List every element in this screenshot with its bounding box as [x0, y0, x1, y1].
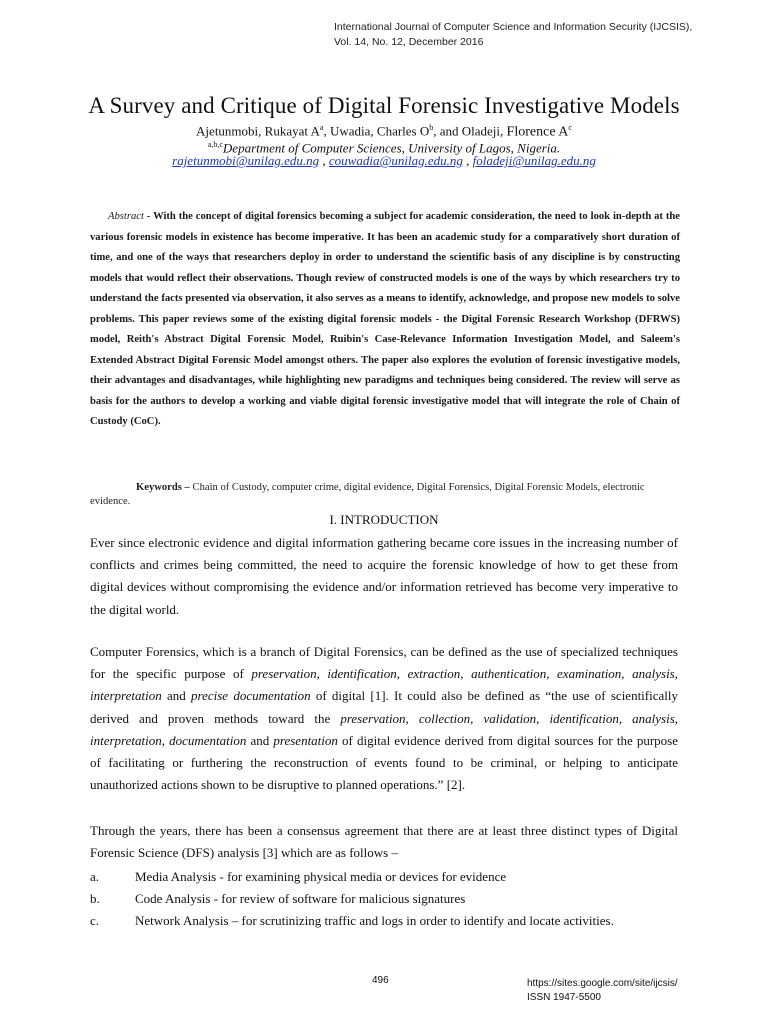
affiliation-sup: a,b,c — [207, 140, 223, 149]
affiliation-text: Department of Computer Sciences, University of Lagos, Nigeria. — [222, 140, 561, 156]
journal-volume: Vol. 14, No. 12, December 2016 — [334, 36, 484, 48]
section-heading: I. INTRODUCTION — [329, 512, 439, 527]
journal-url: https://sites.google.com/site/ijcsis/ — [527, 978, 678, 989]
author-3-sup: c — [568, 123, 572, 132]
keywords-label: Keywords – — [136, 482, 190, 493]
p2-text-2: and — [161, 688, 192, 704]
journal-header — [334, 20, 734, 50]
analysis-types-list — [90, 866, 678, 933]
p2-text-4: and — [246, 732, 274, 748]
email-separator: , — [319, 153, 329, 168]
p2-italic-2: precise documentation — [191, 688, 311, 704]
email-separator: , — [462, 153, 473, 168]
author-1-sup: a — [319, 123, 324, 132]
abstract — [90, 207, 680, 433]
abstract-dash: - — [143, 211, 154, 222]
p2-italic-4: presentation — [273, 732, 338, 748]
paper-title: A Survey and Critique of Digital Forensic Investigative Models — [88, 93, 680, 118]
list-item-text: Code Analysis - for review of software for malicious signatures — [135, 891, 466, 907]
email-link-3[interactable]: foladeji@unilag.edu.ng — [472, 153, 596, 168]
abstract-label: Abstract — [108, 211, 144, 222]
list-item — [90, 910, 678, 932]
footer-info — [527, 977, 678, 1005]
abstract-text: With the concept of digital forensics becoming a subject for academic consideration, the need to look in-depth at the various forensic models in existence has become imperative. It has been an academic study for a comparatively short duration of time, and one of the ways that researchers deploy in order to understand the scientific basis of any discipline is by constructing models that would reflect their observations. Though review of constructed models is one of the ways by which researchers try to understand the facts presented via observation, it also serves as a means to identify, acknowledge, and propose new models to solve problems. This paper reviews some of the existing digital forensic models - the Digital Forensic Research Workshop (DFRWS) model, Reith's Abstract Digital Forensic Model, Ruibin's Case-Relevance Information Investigation Model, and Saleem's Extended Abstract Digital Forensic Model amongst others. The paper also explores the evolution of forensic investigative models, their advantages and disadvantages, while highlighting new paradigms and techniques being considered. The review will serve as basis for the authors to develop a working and viable digital forensic investigative model that will integrate the role of Chain of Custody (CoC). — [90, 211, 680, 427]
list-marker: c. — [90, 913, 100, 929]
author-emails — [0, 153, 768, 169]
p2-text-1: Computer Forensics, which is a branch of Digital Forensics, can be defined as the use of specialized techniques for the specific purpose of — [90, 644, 678, 682]
intro-paragraph-3: Through the years, there has been a consensus agreement that there are at least three distinct types of Digital Forensic Science (DFS) analysis [3] which are as follows – — [90, 823, 678, 861]
p2-text-5: of digital evidence derived from digital sources for the purpose of facilitating or furthering the reconstruction of events found to be criminal, or helping to anticipate unauthorized actions shown to be disruptive to planned operations.” [2]. — [90, 732, 678, 793]
list-item — [90, 866, 678, 888]
author-2: , Uwadia, Charles O — [323, 123, 430, 139]
list-marker: a. — [90, 869, 100, 884]
issn: ISSN 1947-5500 — [527, 992, 601, 1003]
page-number: 496 — [372, 975, 389, 986]
list-item-text: Network Analysis – for scrutinizing traffic and logs in order to identify and locate activities. — [135, 913, 614, 929]
author-2-sup: b — [429, 123, 434, 132]
p2-italic-1: preservation, identification, extraction, authentication, examination, analysis, interpretation — [90, 666, 678, 704]
author-3-prefix: , and Oladeji, — [433, 123, 507, 139]
author-1: Ajetunmobi, Rukayat A — [196, 123, 320, 139]
intro-paragraph-1: Ever since electronic evidence and digital information gathering became core issues in the increasing number of conflicts and crimes being committed, the need to acquire the forensic knowledge of how to get these from digital devices without compromising the evidence and/or information retrieved has become very imperative to the digital world. — [90, 535, 678, 617]
p2-italic-3: preservation, collection, validation, identification, analysis, interpretation, documentation — [90, 710, 679, 748]
keywords-text: Chain of Custody, computer crime, digital evidence, Digital Forensics, Digital Forensic Models, electronic evidence. — [90, 482, 645, 507]
keywords — [90, 481, 680, 509]
list-item-text: Media Analysis - for examining physical media or devices for evidence — [135, 869, 507, 884]
author-3: Florence A — [506, 124, 569, 140]
list-marker: b. — [90, 891, 100, 907]
email-link-1[interactable]: rajetunmobi@unilag.edu.ng — [172, 153, 320, 168]
list-item — [90, 888, 678, 910]
p2-text-3: of digital [1]. It could also be defined as “the use of scientifically derived and proven methods toward the — [90, 688, 679, 726]
journal-name: International Journal of Computer Science and Information Security (IJCSIS), — [334, 21, 693, 33]
email-link-2[interactable]: couwadia@unilag.edu.ng — [328, 153, 463, 168]
intro-paragraph-2 — [90, 641, 678, 796]
